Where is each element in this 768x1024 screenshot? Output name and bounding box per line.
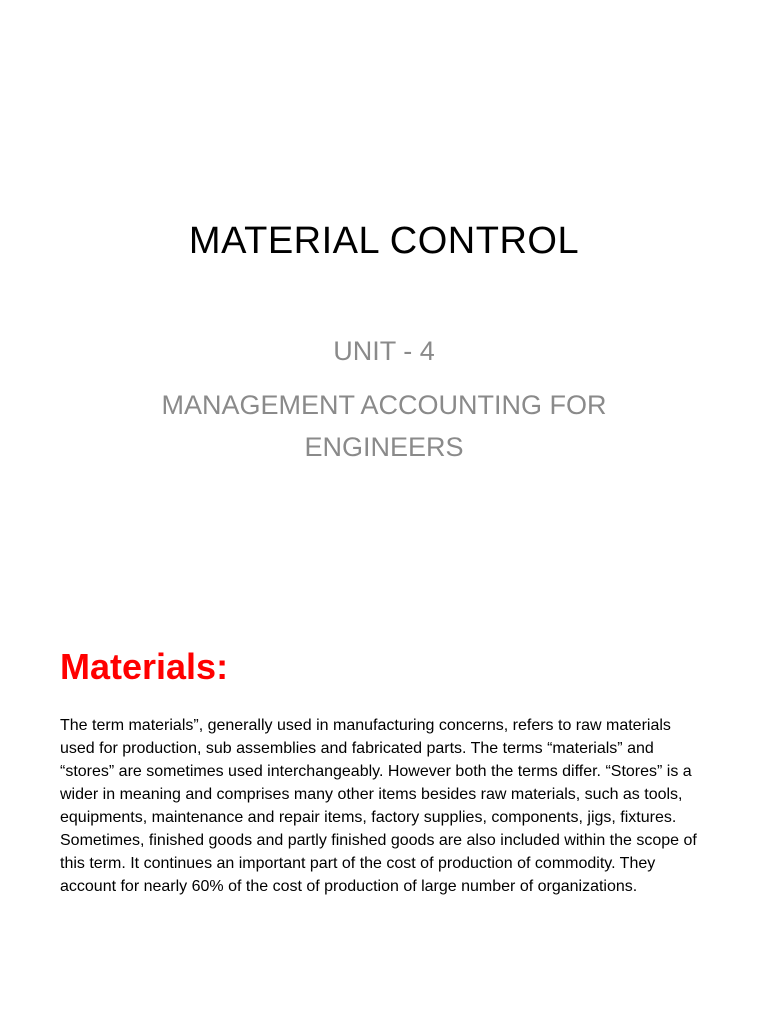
section-heading: Materials: — [60, 646, 229, 687]
content-slide — [0, 560, 768, 1024]
slide-title: MATERIAL CONTROL — [188, 220, 580, 262]
subtitle-block — [0, 334, 768, 468]
body-paragraph: The term materials”, generally used in manufacturing concerns, refers to raw materials used for production, sub assemblies and fabricated parts. The terms “materials” and “stores” are sometimes used interchangeably. However both the terms differ. “Stores” is a wider in meaning and comprises many other items besides raw materials, such as tools, equipments, maintenance and repair items, factory supplies, components, jigs, fixtures. Sometimes, finished goods and partly finished goods are also included within the scope of this term. It continues an important part of the cost of production of commodity. They account for nearly 60% of the cost of production of large number of organizations. — [60, 717, 697, 895]
course-name: MANAGEMENT ACCOUNTING FOR ENGINEERS — [161, 390, 607, 462]
unit-label: UNIT - 4 — [333, 336, 435, 366]
